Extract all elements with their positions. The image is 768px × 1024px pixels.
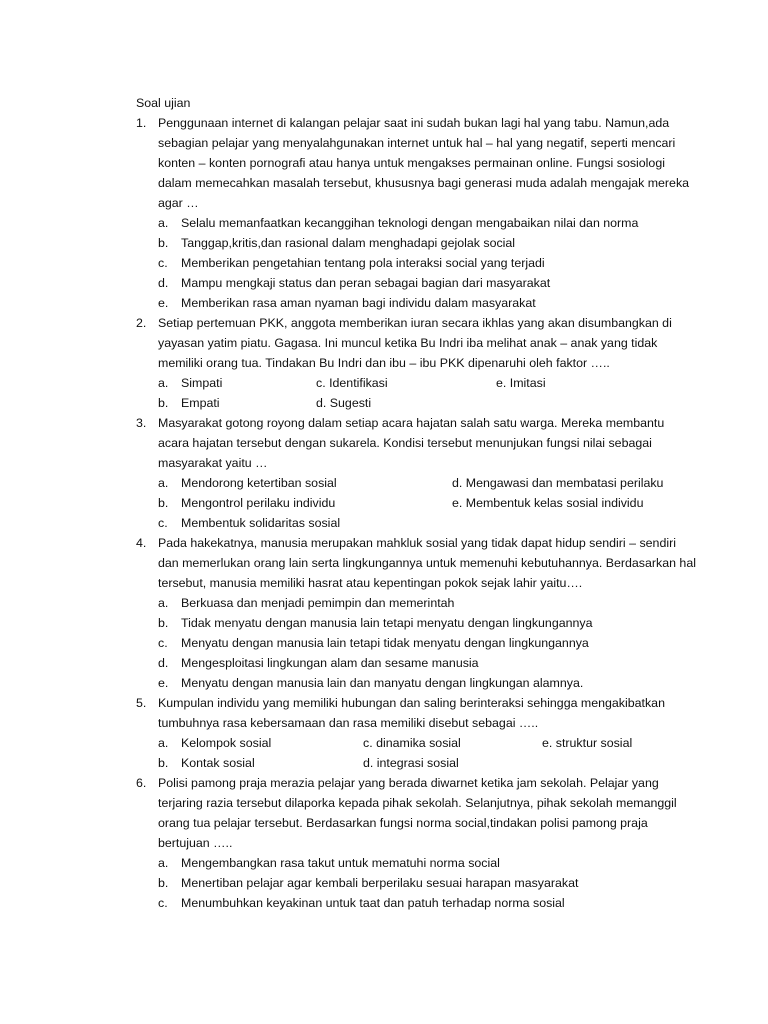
- question-text: Masyarakat gotong royong dalam setiap acara hajatan salah satu warga. Mereka membantu acara hajatan tersebut dengan sukarela. Kondisi tersebut menunjukan fungsi nilai sebagai masyarakat yaitu …: [158, 416, 665, 470]
- option-letter: b.: [158, 616, 169, 630]
- option-a: [158, 733, 271, 753]
- option-letter: c.: [158, 636, 168, 650]
- document-title: Soal ujian: [136, 96, 191, 110]
- option-letter: a.: [158, 476, 169, 490]
- option-a: [158, 373, 222, 393]
- option-e: [158, 673, 696, 693]
- option-text: Mampu mengkaji status dan peran sebagai bagian dari masyarakat: [181, 276, 551, 290]
- question-text: Pada hakekatnya, manusia merupakan mahkluk sosial yang tidak dapat hidup sendiri – sendiri dan memerlukan orang lain serta lingkungannya untuk memenuhi kebutuhannya. Berdasarkan hal tersebut, manusia memiliki hasrat atau kepentingan pokok sejak lahir yaitu….: [158, 536, 696, 590]
- option-text: Berkuasa dan menjadi pemimpin dan memerintah: [181, 596, 455, 610]
- option-letter: b.: [158, 236, 169, 250]
- option-letter: e.: [158, 296, 169, 310]
- question-number: 2.: [136, 316, 147, 330]
- option-letter: a.: [158, 596, 169, 610]
- option-letter: a.: [158, 856, 169, 870]
- option-letter: c.: [158, 896, 168, 910]
- option-row: [158, 473, 696, 493]
- option-e: e. struktur sosial: [542, 736, 633, 750]
- option-d: d. Sugesti: [316, 396, 372, 410]
- question-1: [136, 113, 696, 313]
- option-list: [158, 213, 696, 313]
- option-letter: d.: [158, 276, 169, 290]
- question-text: Penggunaan internet di kalangan pelajar saat ini sudah bukan lagi hal yang tabu. Namun,ada sebagian pelajar yang menyalahgunakan internet untuk hal – hal yang negatif, seperti mencari konten – konten pornografi atau hanya untuk mengakses permainan online. Fungsi sosiologi dalam memecahkan masalah tersebut, khususnya bagi generasi muda adalah mengajak mereka agar …: [158, 116, 690, 210]
- option-b: [158, 393, 220, 413]
- option-letter: b.: [158, 876, 169, 890]
- question-list: [136, 113, 696, 913]
- question-5: [136, 693, 696, 773]
- question-text: Polisi pamong praja merazia pelajar yang berada diwarnet ketika jam sekolah. Pelajar yang terjaring razia tersebut dilaporka kepada pihak sekolah. Selanjutnya, pihak sekolah memanggil orang tua pelajar tersebut. Berdasarkan fungsi norma social,tindakan polisi pamong praja bertujuan …..: [158, 776, 677, 850]
- option-text: Mengesploitasi lingkungan alam dan sesame manusia: [181, 656, 479, 670]
- option-text: Menyatu dengan manusia lain dan manyatu dengan lingkungan alamnya.: [181, 676, 584, 690]
- option-letter: a.: [158, 216, 169, 230]
- option-text: Mengembangkan rasa takut untuk mematuhi norma social: [181, 856, 500, 870]
- option-d: d. integrasi sosial: [363, 756, 459, 770]
- option-letter: c.: [158, 256, 168, 270]
- option-letter: d.: [158, 656, 169, 670]
- option-row: [158, 753, 696, 773]
- question-4: [136, 533, 696, 693]
- option-text: Mengontrol perilaku individu: [181, 496, 336, 510]
- option-d: d. Mengawasi dan membatasi perilaku: [452, 476, 664, 490]
- option-d: [158, 653, 696, 673]
- option-a: [158, 213, 696, 233]
- option-e: [158, 293, 696, 313]
- option-b: [158, 613, 696, 633]
- question-text: Setiap pertemuan PKK, anggota memberikan iuran secara ikhlas yang akan disumbangkan di yayasan yatim piatu. Gagasa. Ini muncul ketika Bu Indri iba melihat anak – anak yang tidak memiliki orang tua. Tindakan Bu Indri dan ibu – ibu PKK dipenaruhi oleh faktor …..: [158, 316, 672, 370]
- option-a: [158, 593, 696, 613]
- option-text: Memberikan pengetahian tentang pola interaksi social yang terjadi: [181, 256, 545, 270]
- option-row: [158, 513, 696, 533]
- option-text: Menertiban pelajar agar kembali berperilaku sesuai harapan masyarakat: [181, 876, 579, 890]
- question-text: Kumpulan individu yang memiliki hubungan dan saling berinteraksi sehingga mengakibatkan tumbuhnya rasa kebersamaan dan rasa memiliki disebut sebagai …..: [158, 696, 665, 730]
- question-3: [136, 413, 696, 533]
- question-number: 6.: [136, 776, 147, 790]
- option-letter: a.: [158, 376, 169, 390]
- question-number: 1.: [136, 116, 147, 130]
- option-letter: b.: [158, 496, 169, 510]
- option-letter: b.: [158, 396, 169, 410]
- option-text: Memberikan rasa aman nyaman bagi individu dalam masyarakat: [181, 296, 536, 310]
- option-e: e. Imitasi: [496, 376, 546, 390]
- option-b: [158, 233, 696, 253]
- option-row: [158, 393, 696, 413]
- option-b: [158, 753, 255, 773]
- option-text: Kelompok sosial: [181, 736, 272, 750]
- option-b: [158, 873, 696, 893]
- option-letter: e.: [158, 676, 169, 690]
- option-c: c. dinamika sosial: [363, 736, 461, 750]
- option-text: Simpati: [181, 376, 223, 390]
- option-c: [158, 253, 696, 273]
- option-e: e. Membentuk kelas sosial individu: [452, 496, 644, 510]
- option-c: [158, 633, 696, 653]
- option-row: [158, 373, 696, 393]
- option-text: Menumbuhkan keyakinan untuk taat dan patuh terhadap norma sosial: [181, 896, 565, 910]
- option-d: [158, 273, 696, 293]
- option-text: Empati: [181, 396, 220, 410]
- option-b: [158, 493, 335, 513]
- option-list: [158, 853, 696, 913]
- option-list: [158, 593, 696, 693]
- option-a: [158, 473, 337, 493]
- option-c: c. Identifikasi: [316, 376, 388, 390]
- option-text: Selalu memanfaatkan kecanggihan teknologi dengan mengabaikan nilai dan norma: [181, 216, 639, 230]
- option-letter: a.: [158, 736, 169, 750]
- option-row: [158, 493, 696, 513]
- option-text: Tanggap,kritis,dan rasional dalam menghadapi gejolak social: [181, 236, 516, 250]
- option-text: Membentuk solidaritas sosial: [181, 516, 341, 530]
- question-6: [136, 773, 696, 913]
- option-letter: b.: [158, 756, 169, 770]
- option-c: [158, 893, 696, 913]
- question-number: 5.: [136, 696, 147, 710]
- question-number: 4.: [136, 536, 147, 550]
- option-text: Menyatu dengan manusia lain tetapi tidak menyatu dengan lingkungannya: [181, 636, 589, 650]
- option-c: [158, 513, 340, 533]
- option-row: [158, 733, 696, 753]
- option-letter: c.: [158, 516, 168, 530]
- option-text: Kontak sosial: [181, 756, 255, 770]
- question-2: [136, 313, 696, 413]
- option-a: [158, 853, 696, 873]
- option-text: Tidak menyatu dengan manusia lain tetapi menyatu dengan lingkungannya: [181, 616, 593, 630]
- question-number: 3.: [136, 416, 147, 430]
- option-text: Mendorong ketertiban sosial: [181, 476, 337, 490]
